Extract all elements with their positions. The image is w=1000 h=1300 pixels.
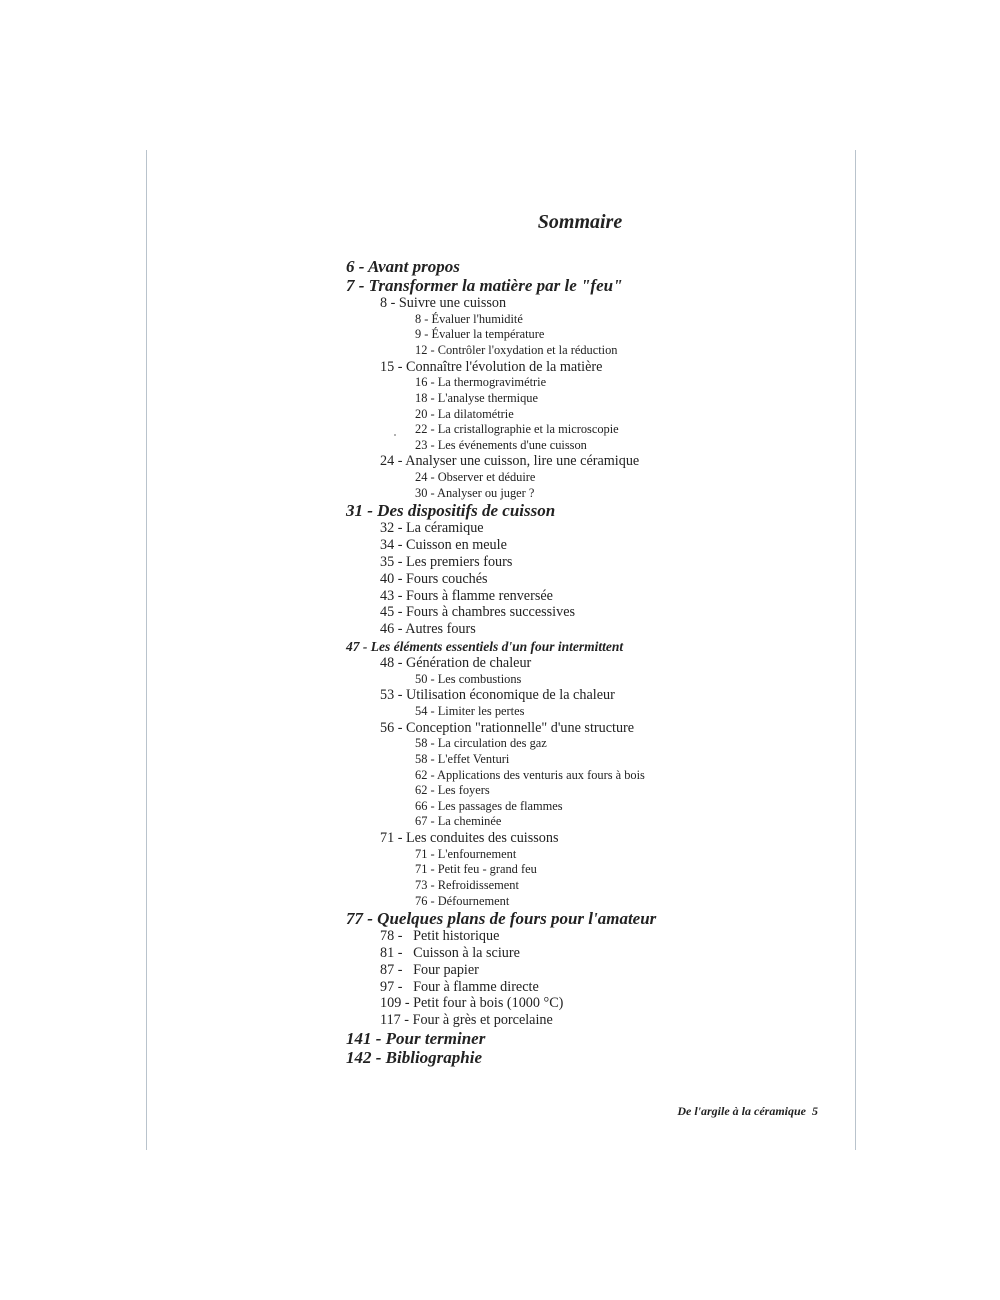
toc-subchapter: 62 - Applications des venturis aux fours à bois (415, 767, 645, 782)
toc-subchapter: 50 - Les combustions (415, 671, 522, 686)
toc-chapter: 32 - La céramique (380, 520, 484, 537)
toc-chapter: 46 - Autres fours (380, 621, 476, 638)
right-margin-rule (855, 150, 856, 1150)
toc-subchapter: 18 - L'analyse thermique (415, 390, 538, 405)
toc-chapter: 81 - Cuisson à la sciure (380, 945, 520, 962)
toc-chapter: 24 - Analyser une cuisson, lire une céramique (380, 453, 640, 470)
toc-section: 6 - Avant propos (346, 257, 460, 276)
toc-subchapter: 24 - Observer et déduire (415, 470, 536, 485)
toc-subchapter: 16 - La thermogravimétrie (415, 375, 547, 390)
toc-subchapter: 71 - L'enfournement (415, 846, 517, 861)
toc-subchapter: 20 - La dilatométrie (415, 406, 514, 421)
page-footer (677, 1104, 818, 1119)
toc-chapter: 35 - Les premiers fours (380, 553, 513, 570)
toc-subchapter: 9 - Évaluer la température (415, 327, 545, 342)
toc-subchapter: 12 - Contrôler l'oxydation et la réduction (415, 342, 618, 357)
toc-subchapter: 76 - Défournement (415, 893, 510, 908)
toc-subchapter: 22 - La cristallographie et la microscopie (415, 422, 619, 437)
toc-section: 141 - Pour terminer (346, 1029, 486, 1048)
toc-subchapter: 71 - Petit feu - grand feu (415, 862, 537, 877)
toc-chapter: 45 - Fours à chambres successives (380, 604, 576, 621)
toc-chapter: 71 - Les conduites des cuissons (380, 830, 559, 847)
footer-book-title: De l'argile à la céramique (677, 1104, 806, 1118)
toc-subchapter: 58 - La circulation des gaz (415, 736, 547, 751)
toc-chapter: 78 - Petit historique (380, 928, 500, 945)
toc-subchapter: 62 - Les foyers (415, 783, 490, 798)
toc-chapter: 87 - Four papier (380, 961, 479, 978)
toc-chapter: 97 - Four à flamme directe (380, 978, 539, 995)
page-title: Sommaire (537, 211, 623, 233)
footer-page-number: 5 (812, 1104, 818, 1118)
toc-subchapter: 73 - Refroidissement (415, 878, 519, 893)
toc-subchapter: 30 - Analyser ou juger ? (415, 485, 535, 500)
toc-section: 142 - Bibliographie (346, 1048, 483, 1067)
toc-section: 7 - Transformer la matière par le "feu" (346, 276, 623, 295)
toc-chapter: 40 - Fours couchés (380, 570, 488, 587)
toc-subchapter: 67 - La cheminée (415, 814, 502, 829)
toc-section: 31 - Des dispositifs de cuisson (346, 501, 556, 521)
toc-section: 47 - Les éléments essentiels d'un four intermittent (346, 638, 624, 654)
toc-subchapter: 23 - Les événements d'une cuisson (415, 437, 587, 452)
toc-chapter: 53 - Utilisation économique de la chaleur (380, 687, 615, 704)
toc-chapter: 43 - Fours à flamme renversée (380, 587, 553, 604)
toc-chapter: 48 - Génération de chaleur (380, 654, 532, 671)
toc-chapter: 15 - Connaître l'évolution de la matière (380, 358, 603, 375)
toc-section: 77 - Quelques plans de fours pour l'amateur (346, 909, 657, 929)
left-margin-rule (146, 150, 147, 1150)
toc-subchapter: 66 - Les passages de flammes (415, 798, 563, 813)
toc-subchapter: 54 - Limiter les pertes (415, 704, 525, 719)
toc-chapter: 8 - Suivre une cuisson (380, 295, 507, 311)
table-of-contents (346, 257, 826, 1067)
toc-chapter: 56 - Conception "rationnelle" d'une structure (380, 719, 635, 736)
toc-chapter: 109 - Petit four à bois (1000 °C) (380, 995, 564, 1012)
toc-subchapter: 8 - Évaluer l'humidité (415, 311, 523, 326)
toc-subchapter: 58 - L'effet Venturi (415, 752, 510, 767)
toc-chapter: 34 - Cuisson en meule (380, 537, 507, 554)
toc-chapter: 117 - Four à grès et porcelaine (380, 1012, 553, 1029)
